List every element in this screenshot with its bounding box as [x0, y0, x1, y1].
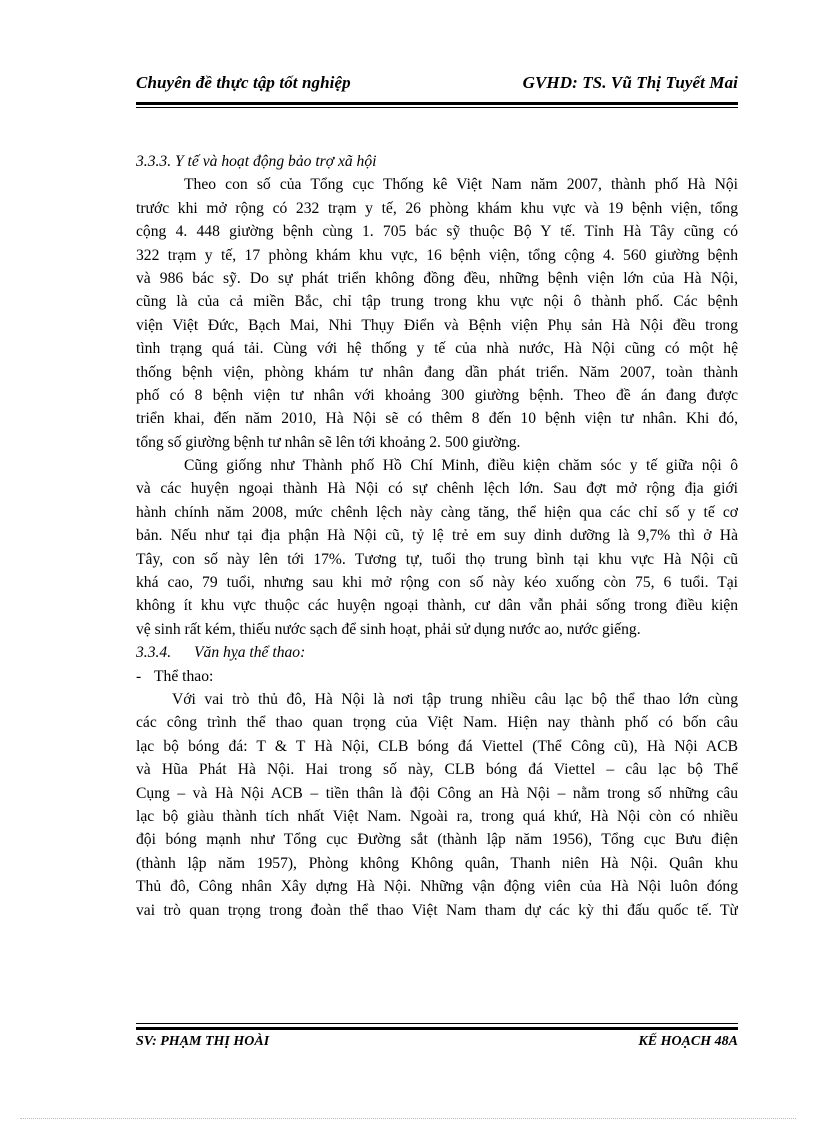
paragraph-line: và Hũa Phát Hà Nội. Hai trong số này, CLB bóng đá Viettel – câu lạc bộ Thể: [136, 761, 738, 779]
paragraph-line: thống bệnh viện, phòng khám tư nhân đang dần phát triển. Năm 2007, toàn thành: [136, 363, 738, 381]
paragraph-line: phố có 8 bệnh viện tư nhân với khoảng 300 giường bệnh. Theo đề án đang được: [136, 386, 738, 404]
section-title: Văn hỵa thể thao:: [194, 644, 306, 662]
page-footer: [136, 1034, 738, 1056]
header-supervisor: GVHD: TS. Vũ Thị Tuyết Mai: [522, 73, 738, 92]
paragraph-line: không ít khu vực thuộc các huyện ngoại thành, cư dân vẫn phải sống trong điều kiện: [136, 597, 738, 615]
paragraph-line: Tây, con số này lên tới 17%. Tương tự, tuổi thọ trung bình tại khu vực Hà Nội cũ: [136, 550, 738, 568]
footer-student-name: SV: PHẠM THỊ HOÀI: [136, 1034, 270, 1049]
paragraph-line: đội bóng mạnh như Tổng cục Đường sắt (thành lập năm 1956), Tổng cục Bưu điện: [136, 831, 738, 849]
paragraph-line: các công trình thể thao quan trọng của Việt Nam. Hiện nay thành phố có bốn câu: [136, 714, 738, 732]
paragraph-line: 322 trạm y tế, 17 phòng khám khu vực, 16 bệnh viện, tổng cộng 4. 560 giường bệnh: [136, 246, 738, 264]
paragraph-line: viện Việt Đức, Bạch Mai, Nhi Thụy Điển và Bệnh viện Phụ sản Hà Nội đều trong: [136, 316, 738, 334]
paragraph-line: khá cao, 79 tuổi, nhưng sau khi mở rộng con số này kéo xuống còn 75, 6 tuổi. Tại: [136, 574, 738, 592]
section-3-3-3-paragraph-2: [136, 454, 738, 641]
paragraph-line: Với vai trò thủ đô, Hà Nội là nơi tập trung nhiều câu lạc bộ thể thao lớn cùng: [172, 690, 738, 708]
paragraph-line: lạc bộ bóng đá: T & T Hà Nội, CLB bóng đá Viettel (Thể Công cũ), Hà Nội ACB: [136, 737, 738, 755]
section-3-3-3-paragraph-1: [136, 173, 738, 454]
footer-rule-thick: [136, 1027, 738, 1030]
paragraph-line: tình trạng quá tải. Cùng với hệ thống y tế của nhà nước, Hà Nội cũng có một hệ: [136, 340, 738, 358]
page-edge-divider: [20, 1118, 796, 1119]
header-rule-thick: [136, 102, 738, 105]
section-3-3-3-heading: 3.3.3. Y tế và hoạt động bảo trợ xã hội: [136, 153, 377, 170]
bullet-label: Thể thao:: [154, 667, 214, 685]
paragraph-line: Cụng – và Hà Nội ACB – tiền thân là đội Công an Hà Nội – nằm trong số những câu: [136, 784, 738, 802]
bullet-dash: -: [136, 667, 142, 685]
paragraph-line: Theo con số của Tổng cục Thống kê Việt Nam năm 2007, thành phố Hà Nội: [184, 176, 738, 194]
paragraph-line: vệ sinh rất kém, thiếu nước sạch để sinh hoạt, phải sử dụng nước ao, nước giếng.: [136, 620, 641, 638]
paragraph-line: Cũng giống như Thành phố Hồ Chí Minh, điều kiện chăm sóc y tế giữa nội ô: [184, 457, 738, 475]
header-rule-thin: [136, 107, 738, 108]
paragraph-line: vai trò quan trọng trong đoàn thể thao Việt Nam tham dự các kỳ thi đấu quốc tế. Từ: [136, 901, 738, 919]
paragraph-line: cũng là của cả miền Bắc, chỉ tập trung trong khu vực nội ô thành phố. Các bệnh: [136, 293, 738, 311]
paragraph-line: hành chính năm 2008, mức chênh lệch này càng tăng, thể hiện qua các chỉ số y tế cơ: [136, 503, 738, 521]
section-3-3-4-heading: [136, 641, 738, 664]
paragraph-line: tổng số giường bệnh tư nhân sẽ lên tới khoảng 2. 500 giường.: [136, 433, 521, 451]
document-body: [136, 150, 738, 922]
paragraph-line: và các huyện ngoại thành Hà Nội có sự chênh lệch lớn. Sau đợt mở rộng địa giới: [136, 480, 738, 498]
paragraph-line: (thành lập năm 1957), Phòng không Không quân, Thanh niên Hà Nội. Quân khu: [136, 854, 738, 872]
section-3-3-4-paragraph-1: [136, 688, 738, 922]
paragraph-line: cộng 4. 448 giường bệnh cùng 1. 705 bác sỹ thuộc Bộ Y tế. Tỉnh Hà Tây cũng có: [136, 223, 738, 241]
footer-class-name: KẾ HOẠCH 48A: [638, 1034, 738, 1049]
paragraph-line: bản. Nếu như tại địa phận Hà Nội cũ, tỷ lệ trẻ em suy dinh dưỡng là 9,7% thì ở Hà: [136, 527, 738, 545]
paragraph-line: triển khai, đến năm 2010, Hà Nội sẽ có thêm 8 đến 10 bệnh viện tư nhân. Khi đó,: [136, 410, 738, 428]
paragraph-line: lạc bộ giàu thành tích nhất Việt Nam. Ngoài ra, trong quá khứ, Hà Nội còn có nhiều: [136, 807, 738, 825]
paragraph-line: Thủ đô, Công nhân Xây dựng Hà Nội. Những vận động viên của Hà Nội luôn đóng: [136, 878, 738, 896]
page-header: [136, 73, 738, 99]
paragraph-line: và 986 bác sỹ. Do sự phát triển không đồng đều, những bệnh viện lớn của Hà Nội,: [136, 269, 738, 287]
bullet-sports: [136, 665, 738, 688]
paragraph-line: trước khi mở rộng có 232 trạm y tế, 26 phòng khám khu vực và 19 bệnh viện, tổng: [136, 199, 738, 217]
section-number: 3.3.4.: [136, 644, 172, 662]
footer-rule-thin: [136, 1023, 738, 1024]
header-report-title: Chuyên đề thực tập tốt nghiệp: [136, 73, 351, 92]
